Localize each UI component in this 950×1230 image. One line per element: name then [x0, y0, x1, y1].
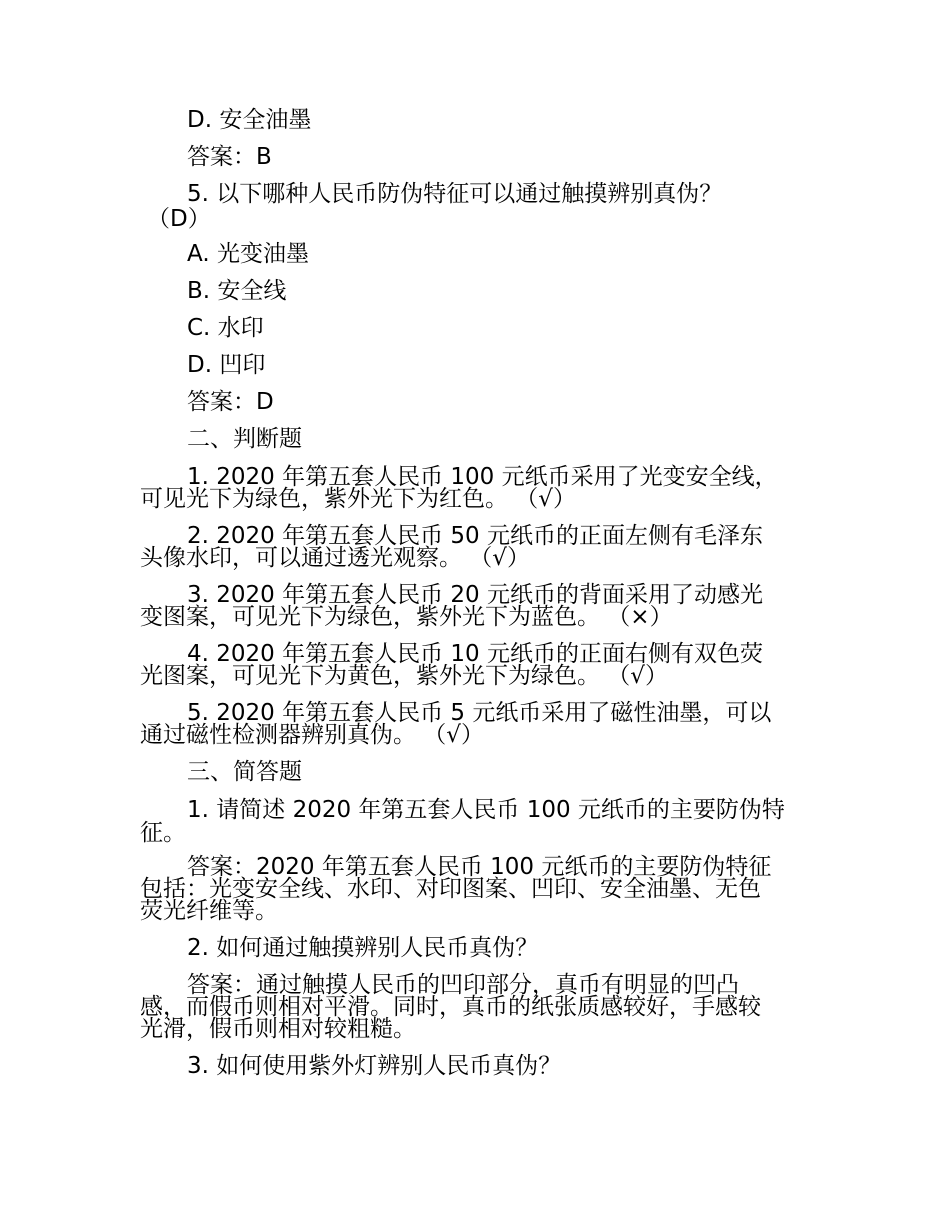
section-heading: 三、简答题 — [187, 759, 302, 785]
short-answer-answer-line: 光滑，假币则相对较粗糙。 — [140, 1016, 416, 1042]
short-answer-answer-line: 包括：光变安全线、水印、对印图案、凹印、安全油墨、无色 — [140, 876, 761, 902]
judgment-item-line: 头像水印，可以通过透光观察。 （√） — [140, 545, 530, 571]
judgment-item-line: 4. 2020 年第五套人民币 10 元纸币的正面右侧有双色荧 — [187, 641, 763, 667]
option-c-line: C. 水印 — [187, 315, 264, 341]
judgment-item-line: 5. 2020 年第五套人民币 5 元纸币采用了磁性油墨，可以 — [187, 700, 772, 726]
option-d-line: D. 凹印 — [187, 352, 266, 378]
judgment-item-line: 3. 2020 年第五套人民币 20 元纸币的背面采用了动感光 — [187, 582, 763, 608]
option-a-line: A. 光变油墨 — [187, 241, 309, 267]
short-answer-question-line: 3. 如何使用紫外灯辨别人民币真伪？ — [187, 1053, 562, 1079]
short-answer-question-line: 征。 — [140, 820, 186, 846]
short-answer-question-line: 2. 如何通过触摸辨别人民币真伪？ — [187, 935, 539, 961]
judgment-item-line: 2. 2020 年第五套人民币 50 元纸币的正面左侧有毛泽东 — [187, 523, 763, 549]
question-answer-hint: （D） — [147, 206, 211, 232]
judgment-item-line: 通过磁性检测器辨别真伪。 （√） — [140, 722, 484, 748]
short-answer-answer-line: 答案：通过触摸人民币的凹印部分，真币有明显的凹凸 — [187, 972, 739, 998]
judgment-item-line: 变图案，可见光下为绿色，紫外光下为蓝色。 （×） — [140, 604, 673, 630]
short-answer-answer-line: 感，而假币则相对平滑。同时，真币的纸张质感较好，手感较 — [140, 994, 761, 1020]
short-answer-answer-line: 荧光纤维等。 — [140, 898, 278, 924]
section-heading: 二、判断题 — [187, 426, 302, 452]
short-answer-question-line: 1. 请简述 2020 年第五套人民币 100 元纸币的主要防伪特 — [187, 797, 785, 823]
judgment-item-line: 1. 2020 年第五套人民币 100 元纸币采用了光变安全线， — [187, 464, 778, 490]
answer-line: 答案：D — [187, 389, 274, 415]
answer-line: 答案：B — [187, 144, 272, 170]
judgment-item-line: 光图案，可见光下为黄色，紫外光下为绿色。 （√） — [140, 663, 668, 689]
question-line: 5. 以下哪种人民币防伪特征可以通过触摸辨别真伪？ — [187, 181, 723, 207]
judgment-item-line: 可见光下为绿色，紫外光下为红色。 （√） — [140, 486, 576, 512]
option-b-line: B. 安全线 — [187, 278, 287, 304]
short-answer-answer-line: 答案：2020 年第五套人民币 100 元纸币的主要防伪特征 — [187, 854, 772, 880]
option-d-line: D. 安全油墨 — [187, 107, 312, 133]
